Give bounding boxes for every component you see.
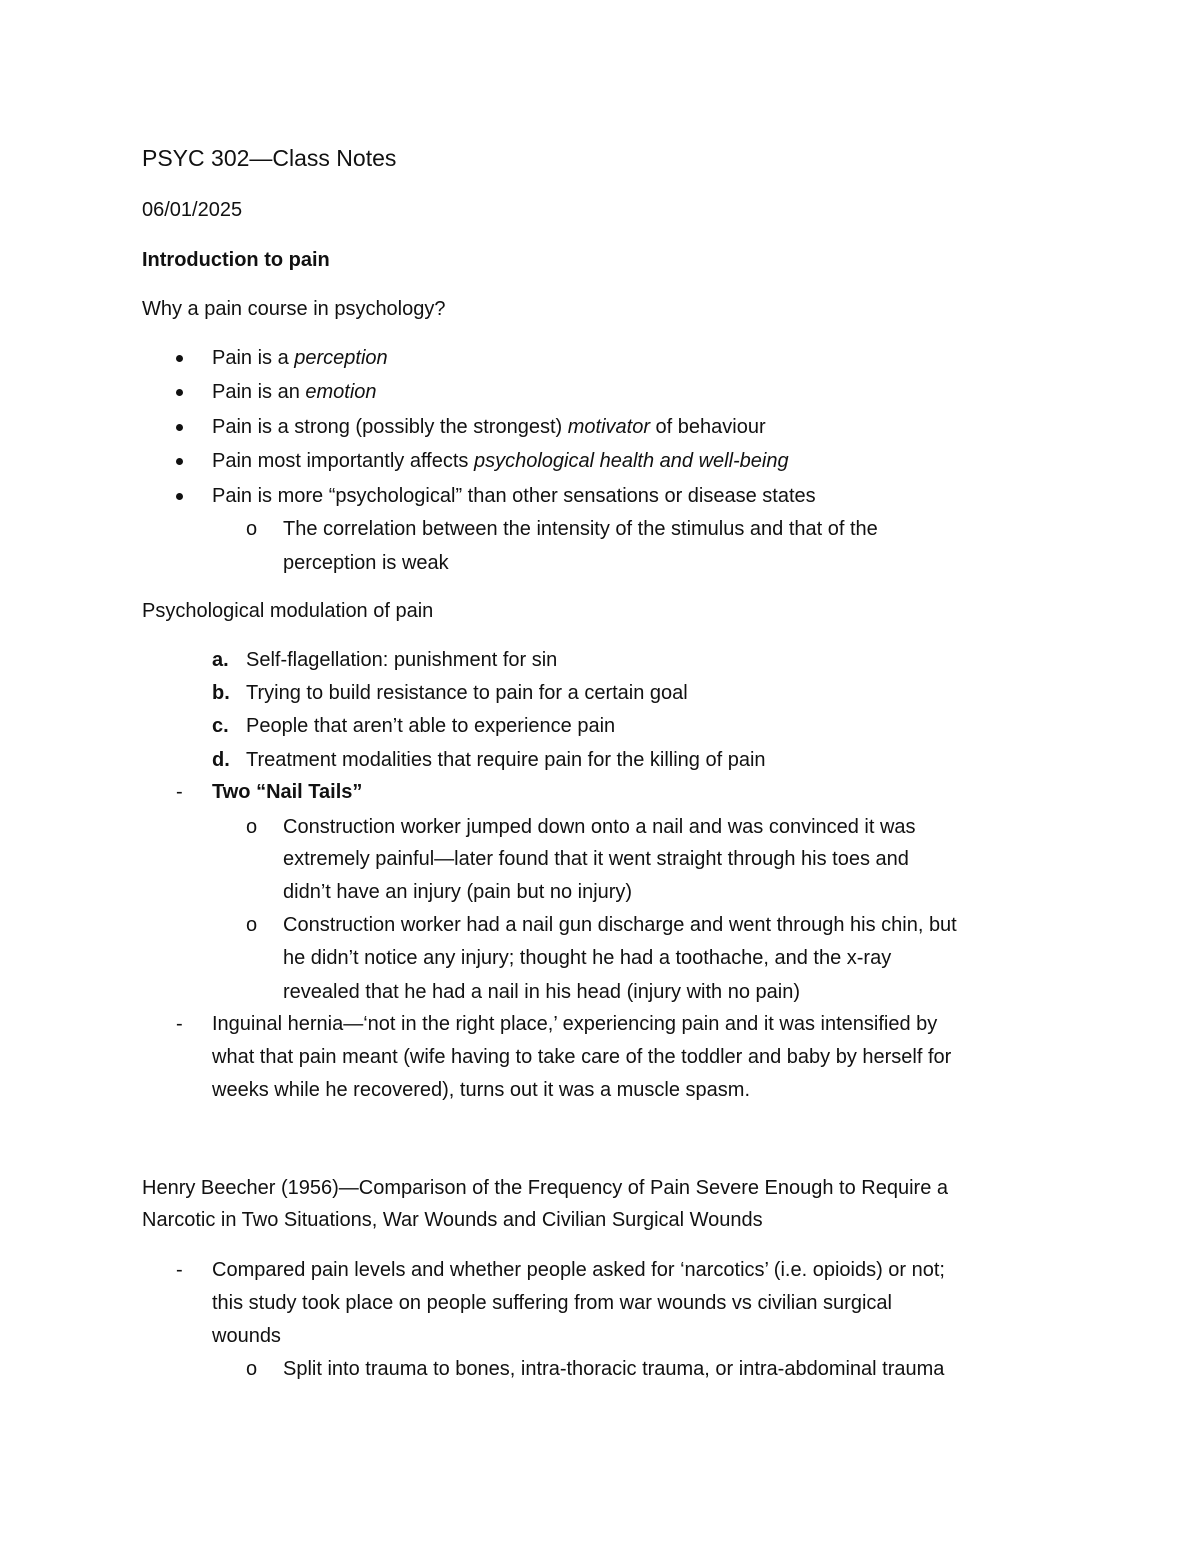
modulation-heading: Psychological modulation of pain [142, 600, 434, 622]
nail-tale-line: didn’t have an injury (pain but no injury) [283, 881, 633, 903]
lettered-item: Treatment modalities that require pain for the killing of pain [246, 749, 766, 771]
hernia-line: what that pain meant (wife having to take care of the toddler and baby by herself for [212, 1046, 952, 1068]
list-letter: d. [212, 749, 230, 771]
lettered-item: Trying to build resistance to pain for a certain goal [246, 682, 688, 704]
dash-marker: - [176, 1259, 183, 1281]
bullet-item: Pain is a perception [212, 347, 388, 369]
bullet-item: Pain most importantly affects psychological health and well-being [212, 450, 789, 472]
lettered-item: People that aren’t able to experience pain [246, 715, 616, 737]
dash-marker: - [176, 781, 183, 803]
nail-tale-line: revealed that he had a nail in his head (injury with no pain) [283, 981, 800, 1003]
list-letter: b. [212, 682, 230, 704]
nail-tale-line: extremely painful—later found that it went straight through his toes and [283, 848, 909, 870]
nail-tale-line: Construction worker jumped down onto a nail and was convinced it was [283, 816, 916, 838]
nail-tale-line: he didn’t notice any injury; thought he had a toothache, and the x-ray [283, 947, 892, 969]
list-letter: c. [212, 715, 229, 737]
beecher-item-line: Compared pain levels and whether people asked for ‘narcotics’ (i.e. opioids) or not; [212, 1259, 945, 1281]
bullet-dot-icon [176, 493, 183, 500]
beecher-sub-item: Split into trauma to bones, intra-thoracic trauma, or intra-abdominal trauma [283, 1358, 945, 1380]
beecher-heading: Narcotic in Two Situations, War Wounds and Civilian Surgical Wounds [142, 1209, 763, 1231]
bullet-item: Pain is a strong (possibly the strongest) motivator of behaviour [212, 416, 766, 438]
nail-tails-heading: Two “Nail Tails” [212, 781, 363, 803]
beecher-item-line: wounds [212, 1325, 281, 1347]
bullet-dot-icon [176, 458, 183, 465]
sub-bullet-marker: o [246, 816, 258, 838]
bullet-dot-icon [176, 424, 183, 431]
beecher-heading: Henry Beecher (1956)—Comparison of the Frequency of Pain Severe Enough to Require a [142, 1177, 949, 1199]
sub-bullet-marker: o [246, 518, 258, 540]
hernia-line: Inguinal hernia—‘not in the right place,’ experiencing pain and it was intensified by [212, 1013, 938, 1035]
document-date: 06/01/2025 [142, 199, 243, 221]
beecher-item-line: this study took place on people suffering from war wounds vs civilian surgical [212, 1292, 892, 1314]
bullet-dot-icon [176, 389, 183, 396]
lettered-item: Self-flagellation: punishment for sin [246, 649, 558, 671]
document-title: PSYC 302—Class Notes [142, 145, 397, 171]
sub-bullet-line: The correlation between the intensity of the stimulus and that of the [283, 518, 878, 540]
list-letter: a. [212, 649, 229, 671]
hernia-line: weeks while he recovered), turns out it was a muscle spasm. [212, 1079, 750, 1101]
bullet-dot-icon [176, 355, 183, 362]
nail-tale-line: Construction worker had a nail gun discharge and went through his chin, but [283, 914, 957, 936]
section-heading: Introduction to pain [142, 249, 330, 271]
dash-marker: - [176, 1013, 183, 1035]
question-heading: Why a pain course in psychology? [142, 298, 446, 320]
sub-bullet-line: perception is weak [283, 552, 449, 574]
sub-bullet-marker: o [246, 914, 258, 936]
sub-bullet-marker: o [246, 1358, 258, 1380]
bullet-item: Pain is an emotion [212, 381, 377, 403]
bullet-item: Pain is more “psychological” than other sensations or disease states [212, 485, 816, 507]
